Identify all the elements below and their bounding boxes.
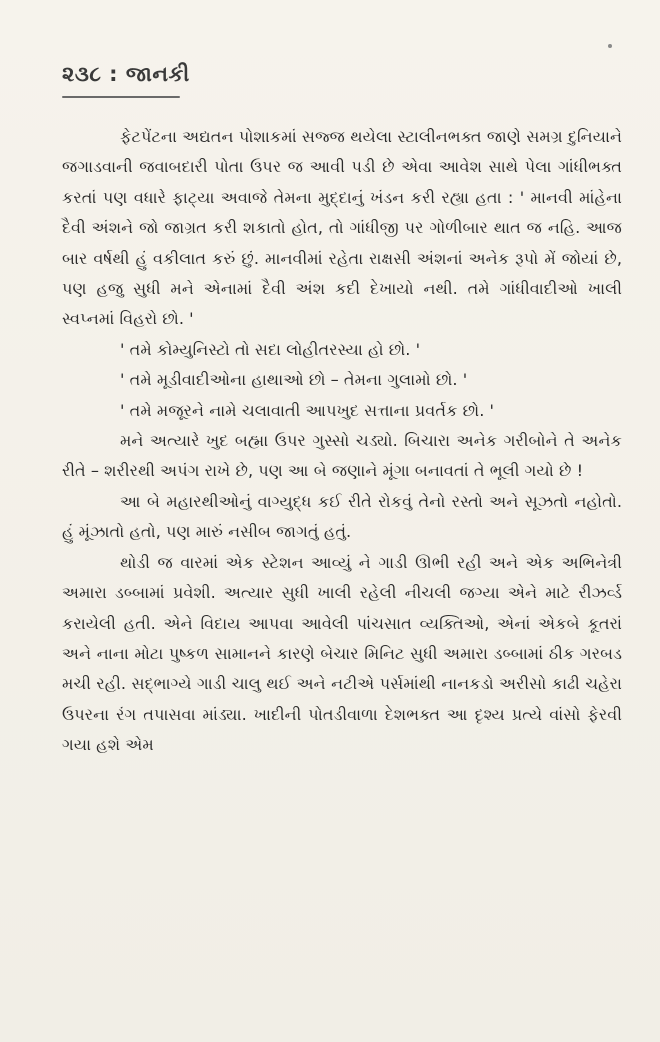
page-speck	[608, 44, 612, 48]
page-body	[62, 122, 622, 761]
paragraph: ' તમે મૂડીવાદીઓના હાથાઓ છો – તેમના ગુલામો છો. '	[120, 370, 468, 390]
paragraph: ' તમે કોમ્યુનિસ્ટો તો સદા લોહીતરસ્યા હો છો. '	[120, 339, 421, 359]
running-head: ૨૩૮ : જાનકી	[62, 62, 190, 86]
paragraph: ' તમે મજૂરને નામે ચલાવાતી આપખુદ સત્તાના પ્રવર્તક છો. '	[120, 400, 494, 420]
paragraph: ફેટપેંટના અદ્યતન પોશાકમાં સજ્જ થયેલા સ્ટાલીનભક્ત જાણે સમગ્ર દુનિયાને જગાડવાની જવાબદારી પોતા ઉપર જ આવી પડી છે એવા આવેશ સાથે પેલા ગાંધીભક્ત કરતાં પણ વધારે ફાટ્યા અવાજે તેમના મુદ્દાનું ખંડન કરી રહ્યા હતા : ' માનવી માંહેના દૈવી અંશને જો જાગ્રત કરી શકાતો હોત, તો ગાંધીજી પર ગોળીબાર થાત જ નહિ. આજ બાર વર્ષથી હું વકીલાત કરું છું. માનવીમાં રહેતા રાક્ષસી અંશનાં અનેક રૂપો મેં જોયાં છે, પણ હજુ સુધી મને એનામાં દૈવી અંશ કદી દેખાયો નથી. તમે ગાંધીવાદીઓ ખાલી સ્વપ્નમાં વિહરો છો. '	[62, 127, 622, 329]
paragraph: આ બે મહારથીઓનું વાગ્યુદ્ધ કઈ રીતે રોકવું તેનો રસ્તો અને સૂઝતો નહોતો. હું મૂંઝાતો હતો, પણ મારું નસીબ જાગતું હતું.	[62, 491, 622, 542]
paragraph: થોડી જ વારમાં એક સ્ટેશન આવ્યું ને ગાડી ઊભી રહી અને એક અભિનેત્રી અમારા ડબ્બામાં પ્રવેશી. અત્યાર સુધી ખાલી રહેલી નીચલી જગ્યા એને માટે રીઝર્વ્ડ કરાયેલી હતી. એને વિદાય આપવા આવેલી પાંચસાત વ્યક્તિઓ, એનાં એકબે કૂતરાં અને નાના મોટા પુષ્કળ સામાનને કારણે બેચાર મિનિટ સુધી અમારા ડબ્બામાં ઠીક ગરબડ મચી રહી. સદ્‌ભાગ્યે ગાડી ચાલુ થઈ અને નટીએ પર્સમાંથી નાનકડો અરીસો કાઢી ચહેરા ઉપરના રંગ તપાસવા માંડ્યા. ખાદીની પોતડીવાળા દેશભક્ત આ દૃશ્ય પ્રત્યે વાંસો ફેરવી ગયા હશે એમ	[62, 552, 622, 755]
paragraph: મને અત્યારે ખુદ બહ્મા ઉપર ગુસ્સો ચડ્યો. બિચારા અનેક ગરીબોને તે અનેક રીતે – શરીરથી અપંગ રાખે છે, પણ આ બે જણાને મૂંગા બનાવતાં તે ભૂલી ગયો છે !	[62, 431, 622, 481]
running-head-underline	[62, 96, 180, 98]
